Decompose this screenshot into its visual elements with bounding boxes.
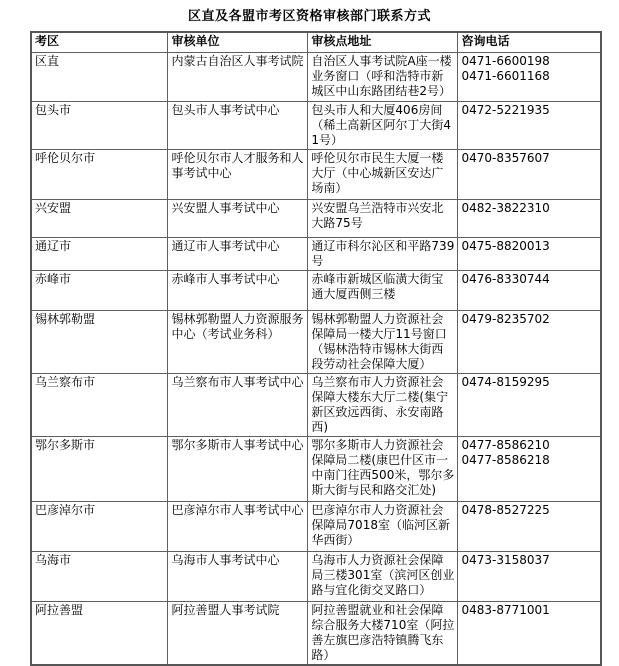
review-unit-cell: 内蒙古自治区人事考试院 <box>168 52 308 101</box>
exam-area-cell: 包头市 <box>31 101 168 149</box>
exam-area-cell: 鄂尔多斯市 <box>31 436 168 501</box>
phone-number: 0474-8159295 <box>461 374 550 389</box>
table-row <box>31 373 601 436</box>
phone-cell <box>458 149 601 199</box>
review-address-cell: 包头市人和大厦406房间（稀土高新区阿尔丁大街41号） <box>308 101 458 149</box>
review-unit-cell: 包头市人事考试中心 <box>168 101 308 149</box>
review-unit-cell: 乌海市人事考试中心 <box>168 551 308 601</box>
review-unit-cell: 巴彦淖尔市人事考试中心 <box>168 501 308 551</box>
review-unit-cell: 乌兰察布市人事考试中心 <box>168 373 308 436</box>
phone-cell <box>458 310 601 373</box>
table-row <box>31 149 601 199</box>
table-row <box>31 551 601 601</box>
exam-area-cell: 呼伦贝尔市 <box>31 149 168 199</box>
table-header-row <box>31 32 601 52</box>
table-row <box>31 436 601 501</box>
phone-cell <box>458 501 601 551</box>
phone-cell <box>458 373 601 436</box>
phone-number: 0479-8235702 <box>461 311 550 326</box>
review-address-cell: 兴安盟乌兰浩特市兴安北大路75号 <box>308 199 458 237</box>
table-row <box>31 237 601 270</box>
review-unit-cell: 锡林郭勒盟人力资源服务中心（考试业务科） <box>168 310 308 373</box>
table-row <box>31 52 601 101</box>
col-header-phone: 咨询电话 <box>458 32 601 52</box>
table-row <box>31 101 601 149</box>
review-address-cell: 通辽市科尔沁区和平路739号 <box>308 237 458 270</box>
phone-cell <box>458 551 601 601</box>
phone-number: 0473-3158037 <box>461 552 550 567</box>
col-header-review-unit: 审核单位 <box>168 32 308 52</box>
contact-table <box>30 31 602 666</box>
exam-area-cell: 区直 <box>31 52 168 101</box>
review-unit-cell: 通辽市人事考试中心 <box>168 237 308 270</box>
review-unit-cell: 赤峰市人事考试中心 <box>168 270 308 310</box>
phone-number: 0483-8771001 <box>461 602 550 617</box>
review-unit-cell: 兴安盟人事考试中心 <box>168 199 308 237</box>
exam-area-cell: 通辽市 <box>31 237 168 270</box>
phone-number: 0476-8330744 <box>461 271 550 286</box>
phone-number: 0475-8820013 <box>461 238 550 253</box>
phone-cell <box>458 436 601 501</box>
phone-number: 0477-8586218 <box>461 452 550 467</box>
phone-number: 0470-8357607 <box>461 150 550 165</box>
table-row <box>31 310 601 373</box>
exam-area-cell: 锡林郭勒盟 <box>31 310 168 373</box>
phone-cell <box>458 237 601 270</box>
phone-cell <box>458 52 601 101</box>
review-address-cell: 巴彦淖尔市人力资源社会保障局7018室（临河区新华西街） <box>308 501 458 551</box>
phone-number: 0471-6601168 <box>461 68 550 83</box>
review-address-cell: 鄂尔多斯市人力资源社会保障局二楼(康巴什区市一中南门往西500米，鄂尔多斯大街与民和路交汇处) <box>308 436 458 501</box>
review-address-cell: 呼伦贝尔市民生大厦一楼大厅（中心城新区安达广场南） <box>308 149 458 199</box>
review-address-cell: 自治区人事考试院A座一楼业务窗口（呼和浩特市新城区中山东路团结巷2号） <box>308 52 458 101</box>
phone-number: 0482-3822310 <box>461 200 550 215</box>
exam-area-cell: 巴彦淖尔市 <box>31 501 168 551</box>
phone-number: 0478-8527225 <box>461 502 550 517</box>
review-unit-cell: 呼伦贝尔市人才服务和人事考试中心 <box>168 149 308 199</box>
review-address-cell: 乌兰察布市人力资源社会保障大楼东大厅二楼(集宁新区致远西街、永安南路西) <box>308 373 458 436</box>
phone-cell <box>458 270 601 310</box>
review-address-cell: 阿拉善盟就业和社会保障综合服务大楼710室（阿拉善左旗巴彦浩特镇腾飞东路） <box>308 601 458 665</box>
table-row <box>31 501 601 551</box>
review-address-cell: 赤峰市新城区临潢大街宝通大厦西侧三楼 <box>308 270 458 310</box>
exam-area-cell: 阿拉善盟 <box>31 601 168 665</box>
phone-number: 0471-6600198 <box>461 53 550 68</box>
phone-cell <box>458 601 601 665</box>
phone-number: 0472-5221935 <box>461 102 550 117</box>
col-header-review-address: 审核点地址 <box>308 32 458 52</box>
exam-area-cell: 赤峰市 <box>31 270 168 310</box>
col-header-exam-area: 考区 <box>31 32 168 52</box>
review-unit-cell: 鄂尔多斯市人事考试中心 <box>168 436 308 501</box>
page-title: 区直及各盟市考区资格审核部门联系方式 <box>187 9 431 24</box>
review-address-cell: 锡林郭勒盟人力资源社会保障局一楼大厅11号窗口（锡林浩特市锡林大街西段劳动社会保障大厦） <box>308 310 458 373</box>
phone-number: 0477-8586210 <box>461 437 550 452</box>
exam-area-cell: 兴安盟 <box>31 199 168 237</box>
exam-area-cell: 乌兰察布市 <box>31 373 168 436</box>
review-address-cell: 乌海市人力资源社会保障局三楼301室（滨河区创业路与宜化街交叉路口） <box>308 551 458 601</box>
review-unit-cell: 阿拉善盟人事考试院 <box>168 601 308 665</box>
table-row <box>31 199 601 237</box>
table-row <box>31 601 601 665</box>
phone-cell <box>458 101 601 149</box>
phone-cell <box>458 199 601 237</box>
table-row <box>31 270 601 310</box>
exam-area-cell: 乌海市 <box>31 551 168 601</box>
